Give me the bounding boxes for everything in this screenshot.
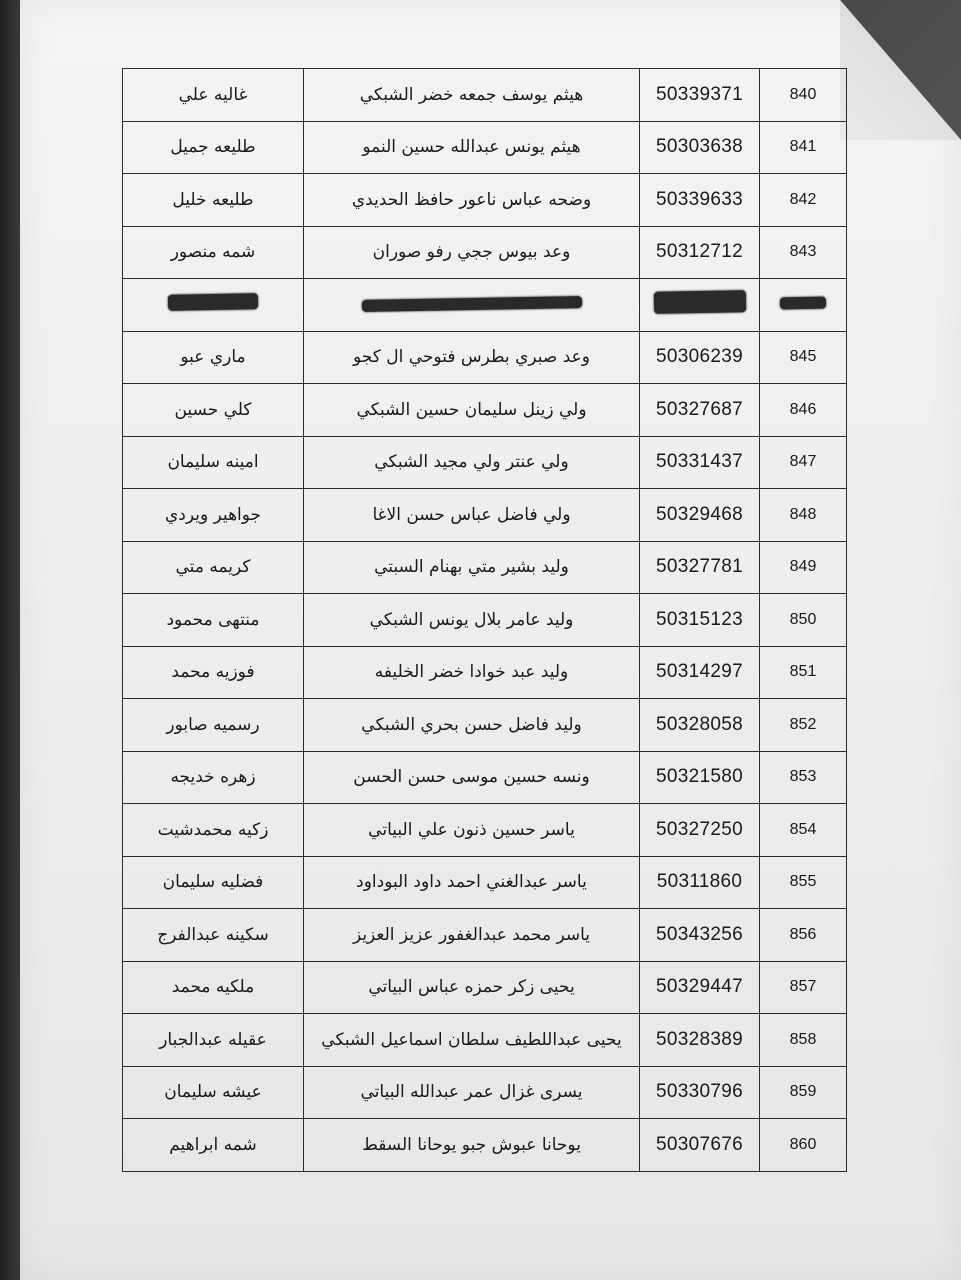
id-number-cell: 50306239 [640, 331, 760, 384]
full-name-cell: ياسر حسين ذنون علي البياتي [304, 804, 640, 857]
table-row [123, 699, 847, 752]
full-name-cell: ياسر عبدالغني احمد داود البوداود [304, 856, 640, 909]
roster-body [123, 69, 847, 1172]
id-number-cell: 50312712 [640, 226, 760, 279]
table-row [123, 804, 847, 857]
paper-edge-shadow [0, 0, 22, 1280]
mother-name-cell: زكيه محمدشيت [123, 804, 304, 857]
table-row [123, 594, 847, 647]
id-number-cell [640, 279, 760, 332]
full-name-cell: وليد فاضل حسن بحري الشبكي [304, 699, 640, 752]
full-name-cell: وضحه عباس ناعور حافظ الحديدي [304, 174, 640, 227]
mother-name-cell: فضليه سليمان [123, 856, 304, 909]
mother-name-cell: ملكيه محمد [123, 961, 304, 1014]
roster-table [122, 68, 847, 1172]
sequence-number-cell: 845 [760, 331, 847, 384]
id-number-cell: 50327250 [640, 804, 760, 857]
full-name-cell [304, 279, 640, 332]
full-name-cell: يحيى عبداللطيف سلطان اسماعيل الشبكي [304, 1014, 640, 1067]
id-number-cell: 50303638 [640, 121, 760, 174]
table-row [123, 226, 847, 279]
table-row [123, 1066, 847, 1119]
id-number-cell: 50327781 [640, 541, 760, 594]
sequence-number-cell: 857 [760, 961, 847, 1014]
table-row [123, 69, 847, 122]
table-row [123, 856, 847, 909]
mother-name-cell: فوزيه محمد [123, 646, 304, 699]
mother-name-cell: طليعه جميل [123, 121, 304, 174]
mother-name-cell: رسميه صابور [123, 699, 304, 752]
sequence-number-cell: 860 [760, 1119, 847, 1172]
mother-name-cell: طليعه خليل [123, 174, 304, 227]
sequence-number-cell: 853 [760, 751, 847, 804]
id-number-cell: 50339371 [640, 69, 760, 122]
mother-name-cell: زهره خديجه [123, 751, 304, 804]
id-number-cell: 50330796 [640, 1066, 760, 1119]
id-number-cell: 50329447 [640, 961, 760, 1014]
redaction-mark [361, 296, 581, 312]
mother-name-cell: جواهير ويردي [123, 489, 304, 542]
table-row [123, 121, 847, 174]
full-name-cell: يحيى زكر حمزه عباس البياتي [304, 961, 640, 1014]
table-row [123, 174, 847, 227]
table-row-redacted [123, 279, 847, 332]
full-name-cell: هيثم يوسف جمعه خضر الشبكي [304, 69, 640, 122]
sequence-number-cell: 841 [760, 121, 847, 174]
sequence-number-cell: 848 [760, 489, 847, 542]
id-number-cell: 50328389 [640, 1014, 760, 1067]
sequence-number-cell [760, 279, 847, 332]
full-name-cell: وعد صبري بطرس فتوحي ال كجو [304, 331, 640, 384]
id-number-cell: 50331437 [640, 436, 760, 489]
full-name-cell: ولي فاضل عباس حسن الاغا [304, 489, 640, 542]
id-number-cell: 50314297 [640, 646, 760, 699]
mother-name-cell: كريمه متي [123, 541, 304, 594]
mother-name-cell [123, 279, 304, 332]
table-row [123, 909, 847, 962]
sequence-number-cell: 847 [760, 436, 847, 489]
id-number-cell: 50315123 [640, 594, 760, 647]
redaction-mark [653, 290, 745, 314]
sequence-number-cell: 855 [760, 856, 847, 909]
sequence-number-cell: 842 [760, 174, 847, 227]
full-name-cell: وليد عامر بلال يونس الشبكي [304, 594, 640, 647]
id-number-cell: 50327687 [640, 384, 760, 437]
mother-name-cell: غاليه علي [123, 69, 304, 122]
mother-name-cell: سكينه عبدالفرج [123, 909, 304, 962]
id-number-cell: 50339633 [640, 174, 760, 227]
mother-name-cell: عيشه سليمان [123, 1066, 304, 1119]
table-row [123, 331, 847, 384]
table-row [123, 384, 847, 437]
full-name-cell: وليد عبد خوادا خضر الخليفه [304, 646, 640, 699]
sequence-number-cell: 851 [760, 646, 847, 699]
redaction-mark [168, 293, 258, 311]
sequence-number-cell: 846 [760, 384, 847, 437]
table-row [123, 751, 847, 804]
sequence-number-cell: 858 [760, 1014, 847, 1067]
id-number-cell: 50307676 [640, 1119, 760, 1172]
mother-name-cell: شمه ابراهيم [123, 1119, 304, 1172]
sequence-number-cell: 840 [760, 69, 847, 122]
mother-name-cell: عقيله عبدالجبار [123, 1014, 304, 1067]
id-number-cell: 50328058 [640, 699, 760, 752]
id-number-cell: 50311860 [640, 856, 760, 909]
id-number-cell: 50329468 [640, 489, 760, 542]
mother-name-cell: شمه منصور [123, 226, 304, 279]
table-row [123, 436, 847, 489]
sequence-number-cell: 850 [760, 594, 847, 647]
mother-name-cell: ماري عبو [123, 331, 304, 384]
id-number-cell: 50321580 [640, 751, 760, 804]
redaction-mark [780, 296, 826, 309]
table-row [123, 961, 847, 1014]
full-name-cell: يسرى غزال عمر عبدالله البياتي [304, 1066, 640, 1119]
sequence-number-cell: 849 [760, 541, 847, 594]
table-row [123, 646, 847, 699]
table-row [123, 1119, 847, 1172]
sequence-number-cell: 859 [760, 1066, 847, 1119]
full-name-cell: وعد بيوس ججي رفو صوران [304, 226, 640, 279]
full-name-cell: ياسر محمد عبدالغفور عزيز العزيز [304, 909, 640, 962]
mother-name-cell: امينه سليمان [123, 436, 304, 489]
full-name-cell: وليد بشير متي بهنام السبتي [304, 541, 640, 594]
full-name-cell: يوحانا عبوش جبو يوحانا السقط [304, 1119, 640, 1172]
full-name-cell: هيثم يونس عبدالله حسين النمو [304, 121, 640, 174]
id-number-cell: 50343256 [640, 909, 760, 962]
table-row [123, 1014, 847, 1067]
full-name-cell: ولي زينل سليمان حسين الشبكي [304, 384, 640, 437]
table-row [123, 489, 847, 542]
sequence-number-cell: 854 [760, 804, 847, 857]
full-name-cell: ونسه حسين موسى حسن الحسن [304, 751, 640, 804]
table-row [123, 541, 847, 594]
mother-name-cell: منتهى محمود [123, 594, 304, 647]
mother-name-cell: كلي حسين [123, 384, 304, 437]
sequence-number-cell: 843 [760, 226, 847, 279]
sequence-number-cell: 856 [760, 909, 847, 962]
full-name-cell: ولي عنتر ولي مجيد الشبكي [304, 436, 640, 489]
sequence-number-cell: 852 [760, 699, 847, 752]
